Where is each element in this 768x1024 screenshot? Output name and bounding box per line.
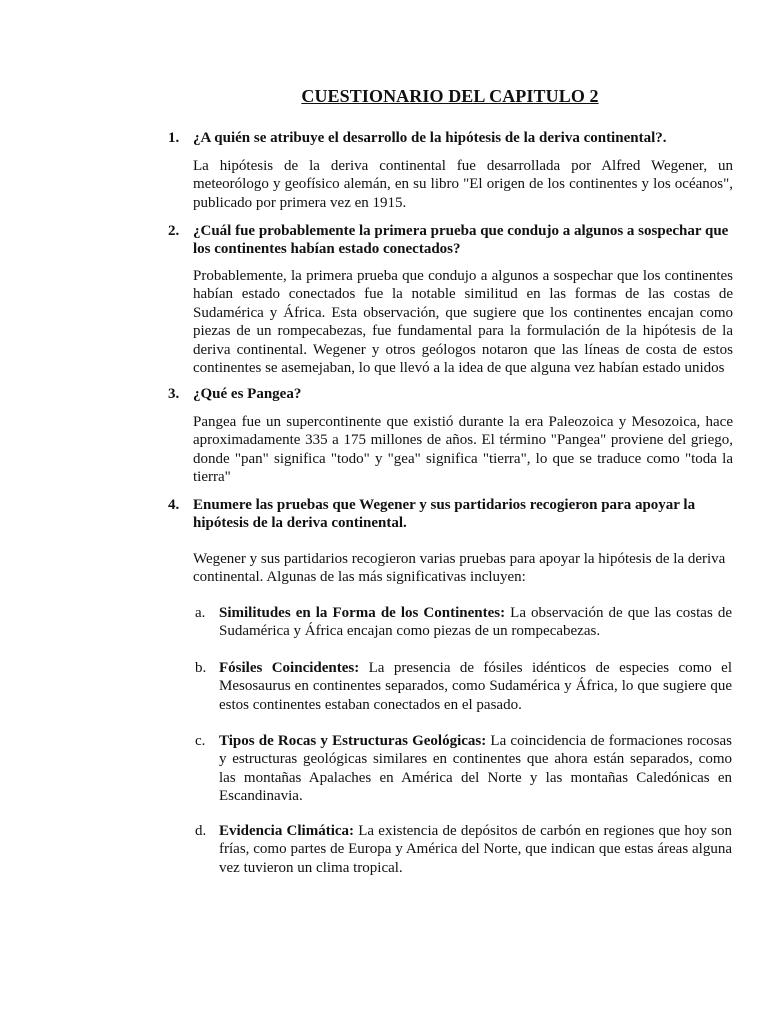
question-text: ¿Cuál fue probablemente la primera prueba que condujo a algunos a sospechar que los continentes habían estado conectados? — [193, 223, 729, 257]
question-number: 2. — [168, 223, 180, 239]
answer-text: Wegener y sus partidarios recogieron varias pruebas para apoyar la hipótesis de la deriva continental. Algunas de las más significativas incluyen: — [193, 551, 726, 586]
list-item-label: d. — [195, 823, 207, 839]
answer-text: La hipótesis de la deriva continental fue desarrollada por Alfred Wegener, un meteorólogo y geofísico alemán, en su libro "El origen de los continentes y los océanos", publicado por primera vez en 1915. — [193, 158, 733, 211]
question-text: Enumere las pruebas que Wegener y sus partidarios recogieron para apoyar la hipótesis de la deriva continental. — [193, 497, 696, 531]
question-number: 4. — [168, 497, 180, 513]
answer-text: Probablemente, la primera prueba que condujo a algunos a sospechar que los continentes habían estado conectados fue la notable similitud en las formas de las costas de Sudamérica y África. Esta observación, que sugiere que los continentes encajan como piezas de un rompecabezas, fue fundamental para la formulación de la hipótesis de la deriva continental. Wegener y otros geólogos notaron que las líneas de costa de estos continentes se asemejaban, lo que llevó a la idea de que alguna vez habían estado unidos — [193, 268, 733, 377]
list-item-term: Fósiles Coincidentes: — [219, 660, 360, 676]
list-item-text: La presencia de fósiles idénticos de especies como el Mesosaurus en continentes separados, como Sudamérica y África, lo que sugiere que estos continentes estaban conectados en el pasado. — [219, 660, 733, 713]
list-item-term: Similitudes en la Forma de los Continentes: — [219, 605, 506, 621]
list-item-label: a. — [195, 605, 206, 621]
answer-text: Pangea fue un supercontinente que existió durante la era Paleozoica y Mesozoica, hace aproximadamente 335 a 175 millones de años. El término "Pangea" proviene del griego, donde "pan" significa "todo" y "gea" significa "tierra", lo que se traduce como "toda la tierra" — [193, 414, 733, 486]
question-number: 1. — [168, 130, 180, 146]
question-number: 3. — [168, 386, 180, 402]
list-item-label: b. — [195, 660, 207, 676]
list-item-text: La existencia de depósitos de carbón en regiones que hoy son frías, como partes de Europa y América del Norte, que indican que estas áreas alguna vez tuvieron un clima tropical. — [219, 823, 732, 876]
list-item-text: La coincidencia de formaciones rocosas y estructuras geológicas similares en continentes que ahora están separados, como las montañas Apalaches en América del Norte y las montañas Caledónicas en Escandinavia. — [219, 733, 732, 805]
list-item — [219, 604, 732, 641]
list-item-text: La observación de que las costas de Sudamérica y África encajan como piezas de un rompecabezas. — [219, 605, 732, 640]
list-item-term: Tipos de Rocas y Estructuras Geológicas: — [219, 733, 487, 749]
list-item — [219, 822, 732, 877]
question-text: ¿Qué es Pangea? — [193, 386, 302, 402]
list-item-term: Evidencia Climática: — [219, 823, 355, 839]
list-item — [219, 659, 732, 714]
page-title: CUESTIONARIO DEL CAPITULO 2 — [301, 86, 599, 106]
list-item-label: c. — [195, 733, 206, 749]
question-text: ¿A quién se atribuye el desarrollo de la hipótesis de la deriva continental?. — [193, 130, 667, 146]
list-item — [219, 732, 732, 806]
